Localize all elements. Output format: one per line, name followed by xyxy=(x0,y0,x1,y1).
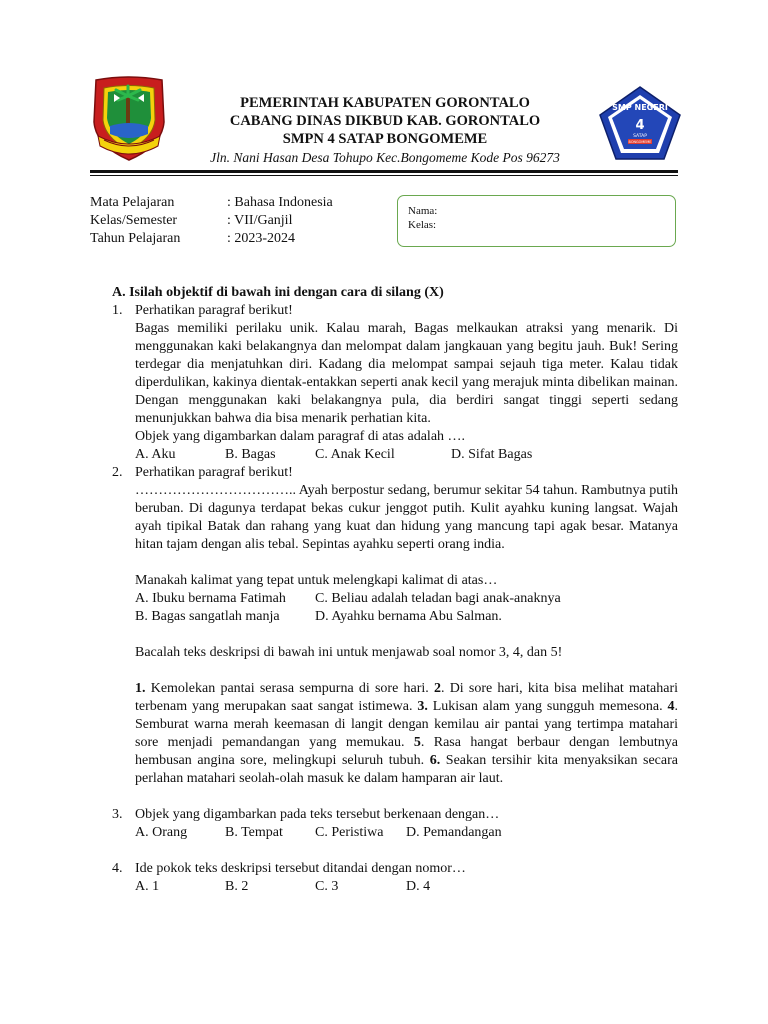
option-d[interactable]: D. Sifat Bagas xyxy=(451,447,533,462)
option-c[interactable]: C. Peristiwa xyxy=(315,825,384,840)
student-info-box[interactable] xyxy=(397,195,676,247)
header-divider-thin xyxy=(90,175,678,176)
logo-right-top-text: SMP NEGERI xyxy=(612,103,668,112)
nama-label: Nama: xyxy=(408,205,438,217)
question-paragraph: …………………………….. Ayah berpostur sedang, berumur sekitar 54 tahun. Rambutnya putih beruban. Di dagunya terdapat bekas cukur jenggot putih. Kulit ayahku kuning langsat. Wajah ayah tipikal Batak dan rahang yang kuat dan hidung yang mancung tapi agak besar. Matanya hitan tajam dengan alis tebal. Sepintas ayahku seperti orang india. xyxy=(135,483,678,552)
logo-right-sub: SATAP xyxy=(633,134,647,139)
question-number: 3. xyxy=(112,807,123,822)
question-number: 1. xyxy=(112,303,123,318)
answer-options xyxy=(135,608,678,626)
logo-right-number: 4 xyxy=(635,118,645,133)
meta-key: Mata Pelajaran xyxy=(90,195,175,210)
option-b[interactable]: B. 2 xyxy=(225,879,249,894)
logo-right-bottom: BONGOMEME xyxy=(628,140,652,144)
option-c[interactable]: C. Beliau adalah teladan bagi anak-anaknya xyxy=(315,591,561,606)
question-4 xyxy=(112,860,678,896)
kelas-label: Kelas: xyxy=(408,219,437,231)
exam-meta xyxy=(90,194,390,248)
question-1 xyxy=(112,302,678,464)
sentence-number: 2 xyxy=(433,681,441,696)
option-c[interactable]: C. Anak Kecil xyxy=(315,447,395,462)
header-line-1: PEMERINTAH KABUPATEN GORONTALO xyxy=(240,95,530,111)
smp-negeri-4-logo xyxy=(598,85,682,161)
passage-instruction: Bacalah teks deskripsi di bawah ini untuk menjawab soal nomor 3, 4, dan 5! xyxy=(135,645,563,660)
sentence-text: Kemolekan pantai serasa sempurna di sore hari. xyxy=(145,681,434,696)
header-line-2: CABANG DINAS DIKBUD KAB. GORONTALO xyxy=(229,113,541,129)
question-2 xyxy=(112,464,678,788)
section-a-heading: A. Isilah objektif di bawah ini dengan cara di silang (X) xyxy=(112,285,444,300)
header-line-3: SMPN 4 SATAP BONGOMEME xyxy=(282,131,488,147)
question-text: Ide pokok teks deskripsi tersebut ditandai dengan nomor… xyxy=(135,861,466,876)
question-3 xyxy=(112,806,678,842)
answer-options xyxy=(135,590,678,608)
question-intro: Perhatikan paragraf berikut! xyxy=(135,303,293,318)
sentence-text: . Rasa hangat berbaur dengan lembutnya hembusan angina sore, melingkupi seluruh tubuh. xyxy=(135,735,678,768)
sentence-number: 4 xyxy=(667,699,675,714)
sentence-text: . Semburat warna merah keemasan di langit dengan kemilau air pantai yang tertimpa matahari sore menjadi pemandangan yang memukau. xyxy=(135,699,678,750)
kabupaten-gorontalo-logo xyxy=(90,76,168,162)
sentence-number: 5 xyxy=(413,735,421,750)
option-d[interactable]: D. 4 xyxy=(406,879,431,894)
question-paragraph: Bagas memiliki perilaku unik. Kalau marah, Bagas melkaukan atraksi yang menarik. Di menggunakan kaki belakangnya dan melompat dalam jangkauan yang begitu jauh. Buk! Sering terdegar dia menjatuhkan diri. Kadang dia melompat sampai sejauh tiga meter. Kalau tidak diperdulikan, kakinya dientak-entakkan seperti anak kecil yang merajuk minta dibelikan mainan. Dengan menggunakan kaki belakangnya pula, dia berdiri sangat tinggi seperti sedang menunjukkan bahwa dia bisa menarik perhatian kita. xyxy=(135,321,678,426)
meta-key: Kelas/Semester xyxy=(90,213,178,228)
answer-options xyxy=(135,446,678,464)
letterhead xyxy=(180,94,590,167)
sentence-text: Lukisan alam yang sungguh memesona. xyxy=(427,699,668,714)
option-d[interactable]: D. Ayahku bernama Abu Salman. xyxy=(315,609,502,624)
meta-key: Tahun Pelajaran xyxy=(90,231,181,246)
question-text: Objek yang digambarkan pada teks tersebut berkenaan dengan… xyxy=(135,807,500,822)
option-a[interactable]: A. Ibuku bernama Fatimah xyxy=(135,591,286,606)
option-b[interactable]: B. Tempat xyxy=(225,825,283,840)
meta-row xyxy=(90,194,390,212)
question-number: 2. xyxy=(112,465,123,480)
sentence-number: 3. xyxy=(417,699,428,714)
meta-row xyxy=(90,230,390,248)
header-address: Jln. Nani Hasan Desa Tohupo Kec.Bongomeme Kode Pos 96273 xyxy=(210,150,560,165)
meta-value: : Bahasa Indonesia xyxy=(227,195,333,210)
option-c[interactable]: C. 3 xyxy=(315,879,339,894)
option-d[interactable]: D. Pemandangan xyxy=(406,825,502,840)
answer-options xyxy=(135,824,678,842)
option-b[interactable]: B. Bagas sangatlah manja xyxy=(135,609,280,624)
question-text: Objek yang digambarkan dalam paragraf di atas adalah …. xyxy=(135,429,466,444)
meta-value: : VII/Ganjil xyxy=(227,213,293,228)
option-a[interactable]: A. Aku xyxy=(135,447,176,462)
sentence-number: 1. xyxy=(135,681,146,696)
sentence-text: Seakan tersihir kita menyaksikan secara perlahan matahari seolah-olah masuk ke dalam hamparan air laut. xyxy=(135,753,678,786)
meta-value: : 2023-2024 xyxy=(227,231,296,246)
question-intro: Perhatikan paragraf berikut! xyxy=(135,465,293,480)
question-text: Manakah kalimat yang tepat untuk melengkapi kalimat di atas… xyxy=(135,573,498,588)
option-a[interactable]: A. Orang xyxy=(135,825,188,840)
answer-options xyxy=(135,878,678,896)
question-number: 4. xyxy=(112,861,123,876)
option-a[interactable]: A. 1 xyxy=(135,879,160,894)
description-passage xyxy=(135,680,678,788)
header-divider-thick xyxy=(90,170,678,173)
exam-content xyxy=(112,284,678,896)
sentence-number: 6. xyxy=(429,753,441,768)
meta-row xyxy=(90,212,390,230)
sentence-text: . Di sore hari, kita bisa melihat matahari terbenam yang merupakan saat sangat istimewa. xyxy=(135,681,678,714)
option-b[interactable]: B. Bagas xyxy=(225,447,276,462)
